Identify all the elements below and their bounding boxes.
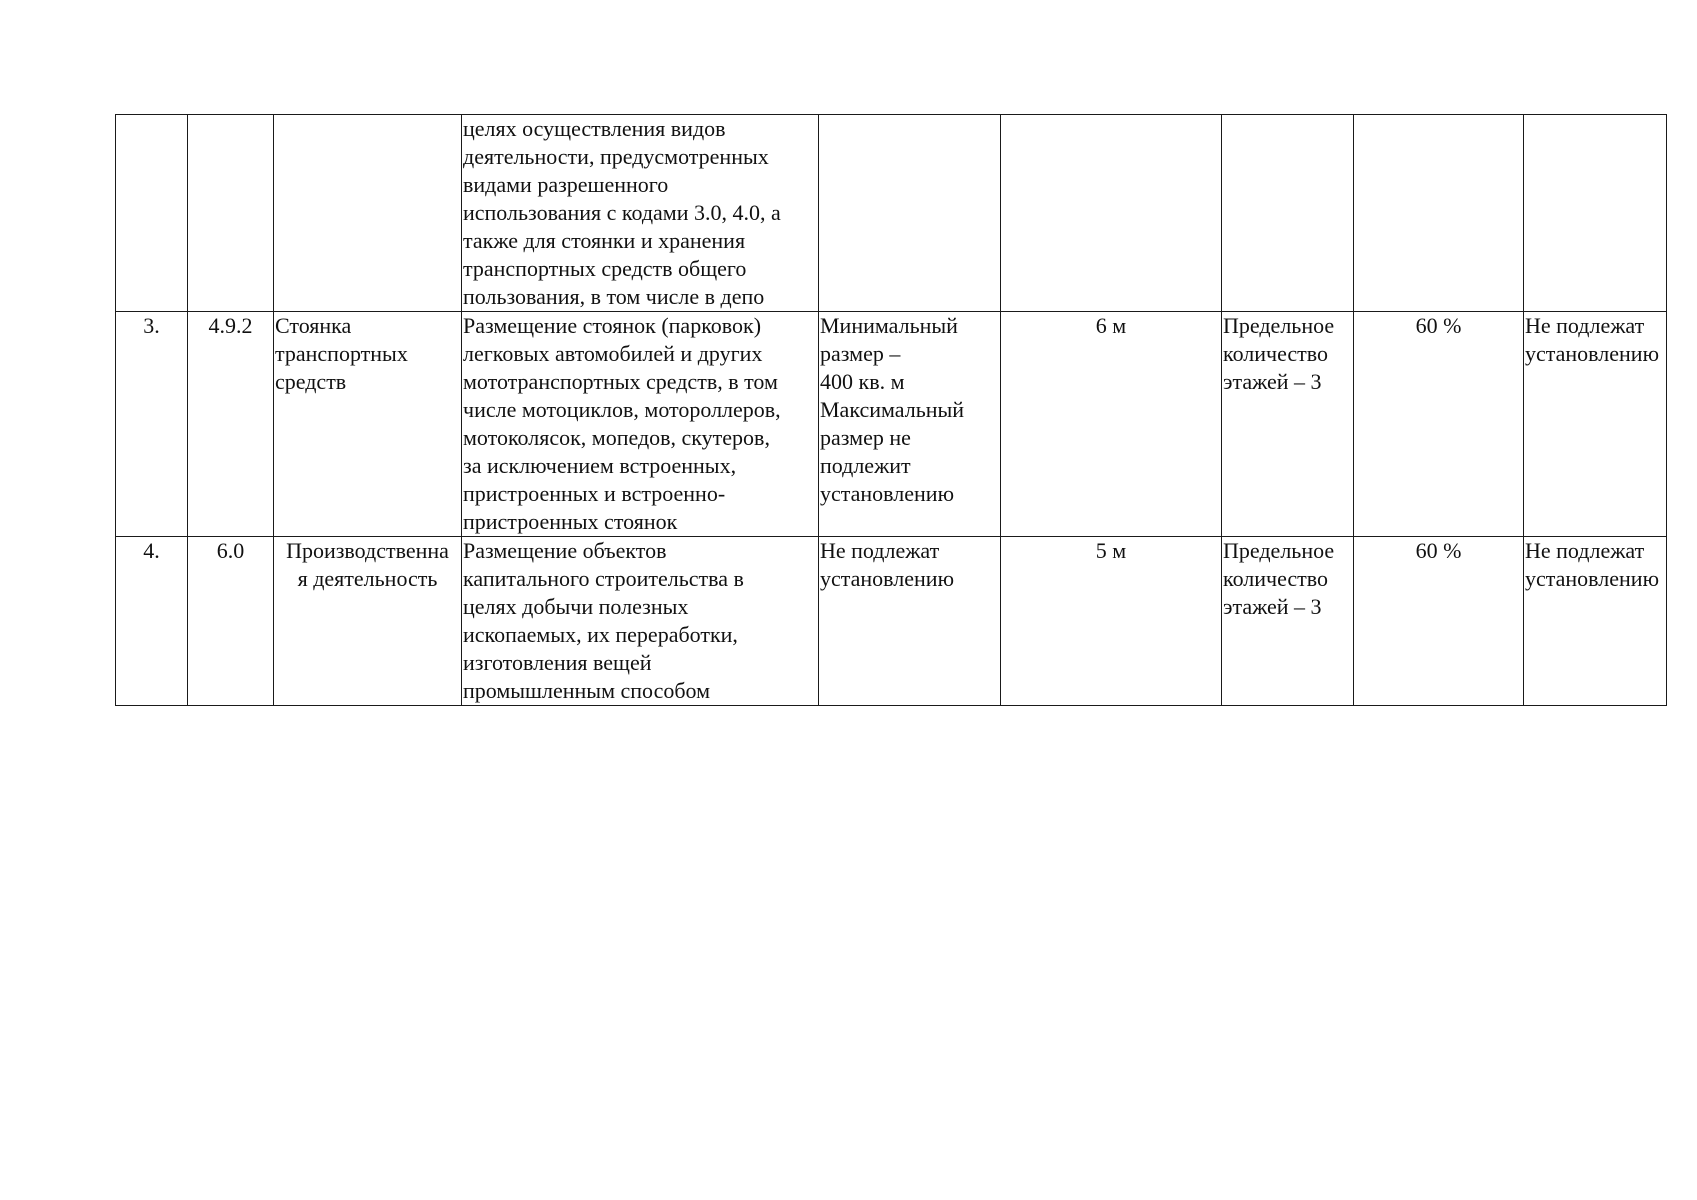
table-row <box>116 115 1667 312</box>
use-name-cell: Производственна я деятельность <box>274 537 462 706</box>
row-number-cell: 4. <box>116 537 188 706</box>
floors-cell <box>1222 115 1354 312</box>
land-use-table <box>115 114 1667 706</box>
table-row <box>116 537 1667 706</box>
use-code-cell: 6.0 <box>188 537 274 706</box>
floors-cell: Предельное количество этажей – 3 <box>1222 537 1354 706</box>
other-params-cell: Не подлежат установлению <box>1524 312 1667 537</box>
use-code-cell: 4.9.2 <box>188 312 274 537</box>
other-params-cell <box>1524 115 1667 312</box>
use-description-cell: Размещение стоянок (парковок) легковых автомобилей и других мототранспортных средств, в том числе мотоциклов, мотороллеров, мотоколясок, мопедов, скутеров, за исключением встроенных, пристроенных и встроенно- пристроенных стоянок <box>462 312 819 537</box>
use-description-cell: целях осуществления видов деятельности, предусмотренных видами разрешенного использования с кодами 3.0, 4.0, а также для стоянки и хранения транспортных средств общего пользования, в том числе в депо <box>462 115 819 312</box>
setback-cell: 6 м <box>1001 312 1222 537</box>
setback-cell: 5 м <box>1001 537 1222 706</box>
plot-size-cell <box>819 115 1001 312</box>
use-description-cell: Размещение объектов капитального строительства в целях добычи полезных ископаемых, их переработки, изготовления вещей промышленным способом <box>462 537 819 706</box>
use-name-cell: Стоянка транспортных средств <box>274 312 462 537</box>
coverage-cell <box>1354 115 1524 312</box>
other-params-cell: Не подлежат установлению <box>1524 537 1667 706</box>
coverage-cell: 60 % <box>1354 537 1524 706</box>
table-row <box>116 312 1667 537</box>
plot-size-cell: Минимальный размер – 400 кв. м Максимальный размер не подлежит установлению <box>819 312 1001 537</box>
floors-cell: Предельное количество этажей – 3 <box>1222 312 1354 537</box>
coverage-cell: 60 % <box>1354 312 1524 537</box>
setback-cell <box>1001 115 1222 312</box>
use-name-cell <box>274 115 462 312</box>
plot-size-cell: Не подлежат установлению <box>819 537 1001 706</box>
row-number-cell: 3. <box>116 312 188 537</box>
use-code-cell <box>188 115 274 312</box>
row-number-cell <box>116 115 188 312</box>
